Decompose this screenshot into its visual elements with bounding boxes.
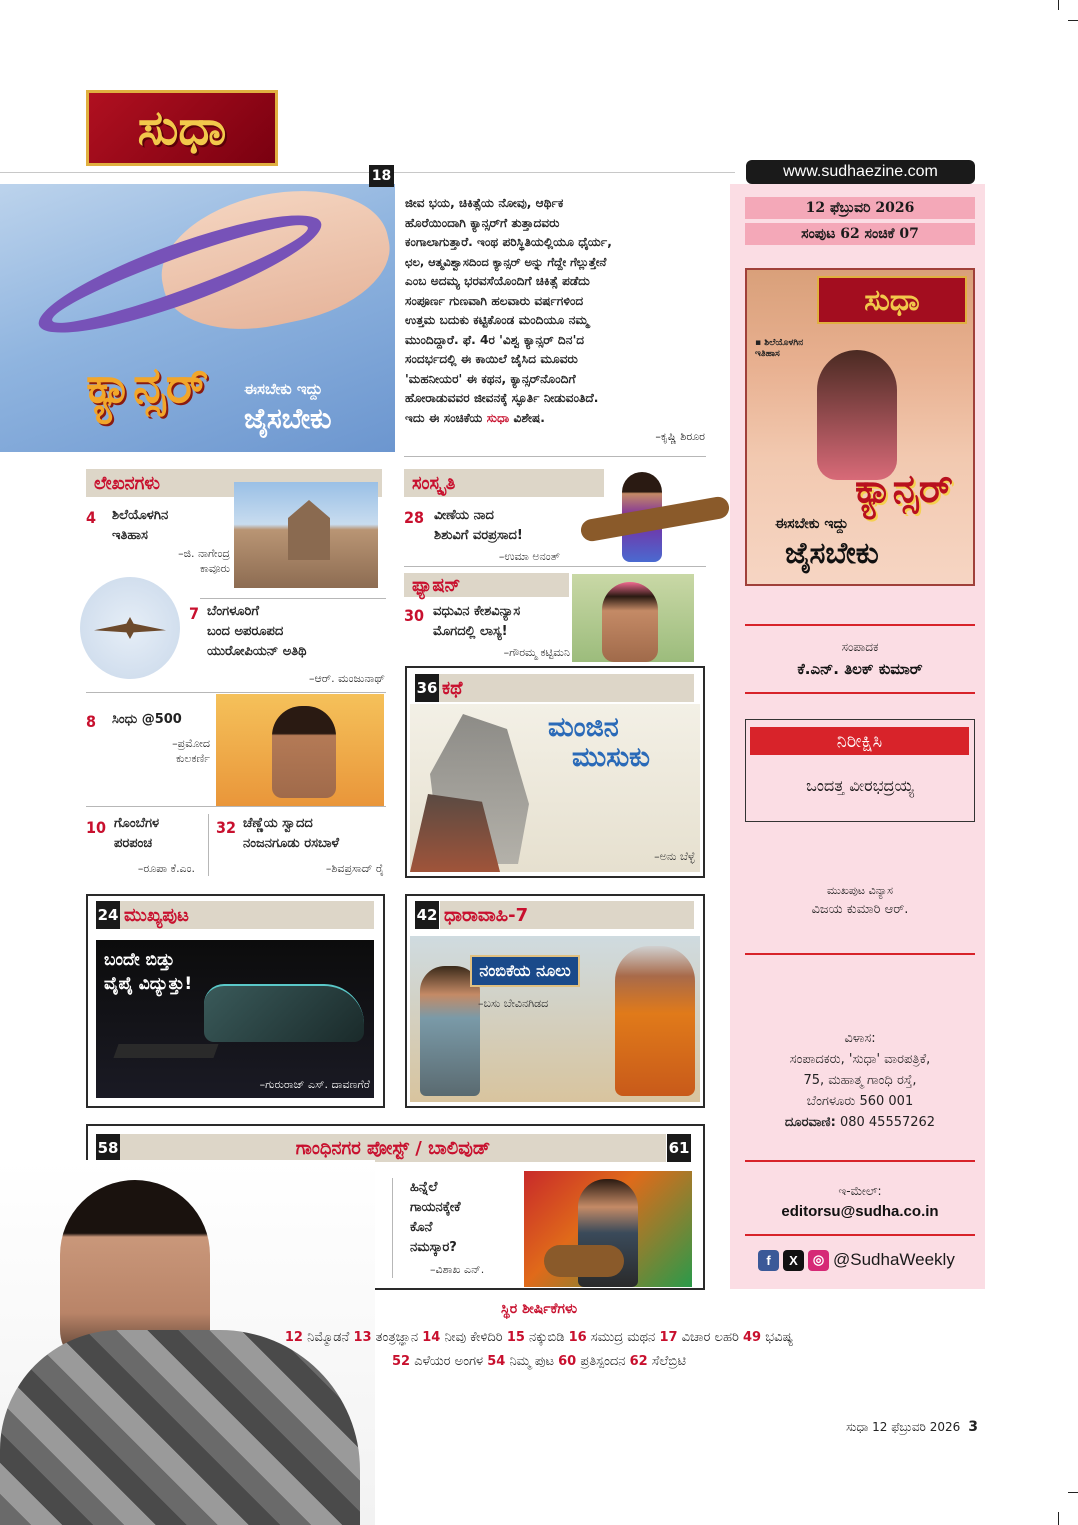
- divider: [404, 456, 706, 457]
- section-heading-serial: ಧಾರಾವಾಹಿ-7: [440, 901, 694, 929]
- intro-line: 'ಮಹನೀಯರ' ಈ ಕಥನ, ಕ್ಯಾನ್ಸರ್‌ನೊಂದಿಗೆ: [405, 371, 576, 386]
- issue-date: 12 ಫೆಬ್ರುವರಿ 2026: [745, 197, 975, 219]
- inspector-name: ಒಂದತ್ತ ವೀರಭದ್ರಯ್ಯ: [806, 776, 914, 795]
- editor-label: ಸಂಪಾದಕ: [841, 640, 879, 654]
- cover-title-line2: ಜೈಸಬೇಕು: [785, 536, 879, 571]
- article-title-line: ಬೆಂಗಳೂರಿಗೆ: [207, 604, 259, 619]
- article-title[interactable]: [112, 506, 168, 546]
- article-title[interactable]: [433, 602, 520, 642]
- sindhu-photo: [216, 694, 384, 806]
- column-page: 14: [422, 1330, 441, 1345]
- masthead-logo: [86, 90, 278, 166]
- footer-page-number: 3: [968, 1419, 978, 1435]
- sidebar-divider: [745, 1160, 975, 1162]
- divider: [200, 598, 386, 599]
- temple-shape: [274, 500, 344, 560]
- email-link[interactable]: editorsu@sudha.co.in: [781, 1203, 939, 1220]
- article-title[interactable]: [434, 506, 523, 546]
- column-name[interactable]: ತಂತ್ರಜ್ಞಾನ: [375, 1330, 419, 1345]
- column-page: 13: [353, 1330, 372, 1345]
- divider: [392, 1178, 393, 1278]
- title-line: ಕೊನೆ: [410, 1220, 433, 1235]
- article-page-number: 10: [86, 818, 107, 837]
- title-line: ಹಿನ್ನೆಲೆ: [410, 1180, 438, 1195]
- phone-label: ದೂರವಾಣಿ:: [784, 1115, 836, 1130]
- intro-text: ಇದು ಈ ಸಂಚಿಕೆಯ: [405, 410, 487, 425]
- column-name[interactable]: ನಿಮ್ಮೊಡನೆ: [307, 1330, 350, 1345]
- crop-mark: [1058, 0, 1059, 10]
- section-heading-story: ಕಥೆ: [438, 674, 694, 702]
- cover-story-title: [104, 948, 192, 996]
- column-page: 52: [391, 1354, 411, 1369]
- bird-shape: [94, 617, 166, 639]
- cover-design-name: ವಿಜಯ ಕುಮಾರಿ ಆರ್.: [811, 902, 909, 917]
- article-title[interactable]: ಸಿಂಧು @500: [112, 712, 182, 727]
- social-row: [758, 1248, 955, 1272]
- hero-feature[interactable]: [0, 184, 395, 452]
- article-author: –ಶಿವಪ್ರಸಾದ್ ರೈ: [325, 862, 384, 875]
- inspector-label: ನಿರೀಕ್ಷಿಸಿ: [750, 727, 969, 755]
- sidebar-divider: [745, 692, 975, 694]
- story-title-line2: ಮುಸುಕು: [572, 742, 650, 773]
- article-title-line: ಯುರೋಪಿಯನ್ ಅತಿಥಿ: [207, 644, 307, 659]
- article-page-number: 32: [216, 818, 237, 837]
- social-handle[interactable]: @SudhaWeekly: [833, 1250, 955, 1269]
- intro-line: ಹೊರೆಯಿಂದಾಗಿ ಕ್ಯಾನ್ಸರ್‌ಗೆ ತುತ್ತಾದವರು: [405, 215, 560, 230]
- cover-design-label: ಮುಖಪುಟ ವಿನ್ಯಾಸ: [826, 884, 894, 897]
- article-title-line: ಚೆಣ್ಣೆಯ ಸ್ವಾದದ: [243, 816, 313, 831]
- temple-photo: [234, 482, 378, 588]
- column-name[interactable]: ನಿಮ್ಮ ಪುಟ: [509, 1354, 554, 1369]
- fixed-columns-row: [0, 1330, 1078, 1345]
- title-line: ಗಾಯನಕ್ಕೇಕೆ: [410, 1200, 461, 1215]
- title-line: ವೈಪೈ ವಿದ್ಯುತ್ತು!: [104, 974, 193, 994]
- cover-title: ಕ್ಯಾನ್ಸರ್: [855, 466, 953, 512]
- author-line: –ಜಿ. ನಾಗೇಂದ್ರ: [178, 547, 230, 560]
- cinema-page-left: 58: [96, 1134, 120, 1162]
- column-name[interactable]: ಸೆಲೆಬ್ರಿಟಿ: [651, 1354, 687, 1369]
- column-name[interactable]: ನೀವು ಕೇಳಿದಿರಿ: [444, 1330, 503, 1345]
- fixed-columns-heading: ಸ್ಥಿರ ಶೀರ್ಷಿಕೆಗಳು: [500, 1301, 578, 1317]
- woman-figure: [615, 946, 695, 1096]
- charger-pad: [113, 1044, 218, 1058]
- article-page-number: 4: [86, 508, 97, 527]
- section-heading-articles: ಲೇಖನಗಳು: [86, 469, 382, 497]
- divider: [86, 806, 386, 807]
- article-title-line: ಇತಿಹಾಸ: [112, 528, 148, 543]
- serial-author: –ಬಸು ಬೇವಿನಗಿಡದ: [478, 997, 549, 1010]
- article-page-number: 8: [86, 712, 97, 731]
- article-page-number: 30: [404, 606, 425, 625]
- address-line: ಬೆಂಗಳೂರು 560 001: [806, 1094, 914, 1109]
- hero-intro: [405, 194, 705, 428]
- article-title[interactable]: [207, 602, 307, 662]
- footer-text: ಸುಧಾ 12 ಫೆಬ್ರುವರಿ 2026: [846, 1420, 961, 1434]
- guitar-shape: [544, 1245, 624, 1277]
- title-line: ನಮಸ್ಕಾರ?: [410, 1240, 457, 1255]
- author-line: ಕುಲಕರ್ಣಿ: [175, 752, 210, 765]
- intro-line: [405, 409, 705, 429]
- hero-subtitle: ಈಸಬೇಕು ಇದ್ದು: [244, 380, 323, 398]
- sidebar-divider: [745, 953, 975, 955]
- hero-page-number: 18: [369, 165, 394, 187]
- cover-logo: ಸುಧಾ: [817, 276, 967, 324]
- fixed-columns-row: [0, 1354, 1078, 1369]
- article-author: [145, 546, 230, 576]
- veena-photo: [570, 468, 740, 568]
- column-name[interactable]: ಸಮುದ್ರ ಮಥನ: [590, 1330, 656, 1345]
- intro-line: ಎಂಬ ಅದಮ್ಯ ಭರವಸೆಯೊಂದಿಗೆ ಚಿಕಿತ್ಸೆ ಪಡೆದು: [405, 274, 590, 288]
- intro-line: ಜೀವ ಭಯ, ಚಿಕಿತ್ಸೆಯ ನೋವು, ಆರ್ಥಿಕ: [405, 196, 564, 210]
- hero-title-line2: ಜೈಸಬೇಕು: [244, 402, 332, 435]
- divider: [86, 692, 386, 693]
- column-page: 54: [487, 1354, 506, 1369]
- phone-line: [745, 1112, 975, 1133]
- article-title-line: ಗೊಂಬೆಗಳ: [114, 816, 160, 831]
- player-figure: [272, 706, 336, 798]
- page-footer: [820, 1419, 978, 1435]
- intro-line: ಸಂದರ್ಭದಲ್ಲಿ ಈ ಕಾಯಿಲೆ ಜೈಸಿದ ಮೂವರು: [405, 352, 578, 366]
- website-link[interactable]: www.sudhaezine.com: [746, 160, 975, 184]
- cover-tag: ▪ ಶಿಲೆಯೊಳಗಿನ ಇತಿಹಾಸ: [755, 338, 804, 359]
- address-block: [745, 1028, 975, 1133]
- address-line: 75, ಮಹಾತ್ಮ ಗಾಂಧಿ ರಸ್ತೆ,: [803, 1073, 917, 1088]
- column-name[interactable]: ಭವಿಷ್ಯ: [765, 1330, 794, 1345]
- article-title-line: ವೀಣೆಯ ನಾದ: [434, 508, 494, 523]
- cover-thumbnail[interactable]: [745, 268, 975, 586]
- article-author: [140, 736, 210, 766]
- intro-line: ಮುಂದಿದ್ದಾರೆ. ಫೆ. 4ರ 'ವಿಶ್ವ ಕ್ಯಾನ್ಸರ್ ದಿನ'ದ: [405, 332, 585, 347]
- column-name[interactable]: ನಕ್ಕುಬಿಡಿ: [529, 1330, 565, 1345]
- phone-number: 080 45557262: [839, 1115, 936, 1130]
- intro-line: ಸಂಪೂರ್ಣ ಗುಣವಾಗಿ ಹಲವಾರು ವರ್ಷಗಳಿಂದ: [405, 293, 584, 308]
- crop-mark: [1058, 1512, 1059, 1525]
- title-line: ಬಂದೇ ಬಿಡ್ತು: [104, 950, 175, 970]
- story-author: –ಅನು ಬೆಳ್ಳೆ: [654, 850, 695, 863]
- article-title-line: ವಧುವಿನ ಕೇಶವಿನ್ಯಾಸ: [433, 604, 521, 619]
- top-divider: [0, 172, 735, 173]
- article-title[interactable]: [243, 814, 339, 854]
- editor-name: ಕೆ.ಎನ್. ತಿಲಕ್ ಕುಮಾರ್: [797, 660, 923, 678]
- facebook-icon[interactable]: f: [758, 1250, 779, 1271]
- email-label: ಇ-ಮೇಲ್:: [838, 1184, 882, 1198]
- story-page-number: 36: [415, 674, 439, 702]
- intro-brand: ಸುಧಾ: [486, 410, 510, 425]
- article-author: –ರೂಪಾ ಕೆ.ಎಂ.: [137, 862, 195, 875]
- article-page-number: 7: [189, 604, 200, 623]
- crop-mark: [1068, 1492, 1078, 1493]
- sidebar-divider: [745, 1234, 975, 1236]
- section-heading-cover-story: ಮುಖ್ಯಪುಟ: [120, 901, 374, 929]
- column-name[interactable]: ಎಳೆಯರ ಅಂಗಳ: [414, 1354, 484, 1369]
- column-page: 17: [659, 1330, 678, 1345]
- column-page: 12: [284, 1330, 303, 1345]
- issue-volume: ಸಂಪುಟ 62 ಸಂಚಿಕೆ 07: [745, 223, 975, 245]
- cinema-right-title[interactable]: [410, 1178, 461, 1258]
- intro-line: ಛಲ, ಆತ್ಮವಿಶ್ವಾಸದಿಂದ ಕ್ಯಾನ್ಸರ್ ಅನ್ನು ಗೆದ್ದೇ ಗೆಲ್ಲುತ್ತೇನೆ: [405, 254, 607, 269]
- column-name[interactable]: ಪ್ರತಿಸ್ಪಂದನ: [580, 1354, 626, 1369]
- article-title-line: ಶಿಲೆಯೊಳಗಿನ: [112, 508, 169, 523]
- column-page: 16: [568, 1330, 587, 1345]
- column-name[interactable]: ವಿಚಾರ ಲಹರಿ: [681, 1330, 739, 1345]
- article-page-number: 28: [404, 508, 425, 527]
- hero-title: ಕ್ಯಾನ್ಸರ್: [86, 356, 209, 414]
- article-title-line: ನಂಜನಗೂಡು ರಸಬಾಳೆ: [243, 836, 340, 851]
- intro-text: ವಿಶೇಷ.: [509, 410, 545, 425]
- divider: [404, 566, 706, 567]
- article-author: –ಗೌರಮ್ಮ ಕಟ್ಟಿಮನಿ: [503, 646, 570, 659]
- sidebar-divider: [745, 624, 975, 626]
- article-title-line: ಶಿಶುವಿಗೆ ವರಪ್ರಸಾದ!: [434, 528, 523, 543]
- section-heading-cinema: ಗಾಂಧಿನಗರ ಪೋಸ್ಟ್ / ಬಾಲಿವುಡ್: [120, 1134, 666, 1162]
- story-title: ಮಂಜಿನ: [548, 712, 619, 743]
- section-heading-fashion: ಫ್ಯಾಷನ್: [404, 573, 569, 597]
- cover-figure: [817, 350, 897, 480]
- article-author: –ಉಮಾ ಅನಂತ್: [498, 550, 560, 563]
- article-title[interactable]: [114, 814, 159, 854]
- instagram-icon[interactable]: ◎: [808, 1250, 829, 1271]
- column-page: 60: [558, 1354, 577, 1369]
- serial-title: ನಂಬಿಕೆಯ ನೂಲು: [470, 955, 580, 987]
- article-title-line: ಬಂದ ಅಪರೂಪದ: [207, 624, 284, 639]
- intro-line: ಉತ್ತಮ ಬದುಕು ಕಟ್ಟಿಕೊಂಡ ಮಂದಿಯೂ ನಮ್ಮ: [405, 313, 589, 327]
- serial-page-number: 42: [415, 901, 439, 929]
- x-icon[interactable]: X: [783, 1250, 804, 1271]
- column-page: 49: [742, 1330, 762, 1345]
- column-page: 15: [506, 1330, 525, 1345]
- cover-subtitle: ಈಸಬೇಕು ಇದ್ದು: [775, 516, 849, 532]
- cover-story-page-number: 24: [96, 901, 120, 929]
- divider: [208, 814, 209, 876]
- section-heading-culture: ಸಂಸ್ಕೃತಿ: [404, 469, 604, 497]
- cinema-page-right: 61: [667, 1134, 691, 1162]
- author-line: –ಪ್ರಮೋದ: [172, 737, 210, 750]
- singer-photo: [524, 1171, 692, 1287]
- cover-story-author: –ಗುರುರಾಜ್ ಎಸ್. ದಾವಣಗೆರೆ: [259, 1078, 370, 1091]
- logo-text: ಸುಧಾ: [137, 99, 227, 156]
- intro-line: ಕಂಗಾಲಾಗುತ್ತಾರೆ. ಇಂಥ ಪರಿಸ್ಥಿತಿಯಲ್ಲಿಯೂ ಧೈರ್ಯ,: [405, 235, 612, 249]
- hero-author: –ಕೃಷ್ಣಿ ಶಿರೂರ: [655, 430, 705, 443]
- car-shape: [204, 984, 364, 1042]
- crop-mark: [1068, 20, 1078, 21]
- bird-photo: [80, 577, 180, 679]
- article-title-line: ಪರಪಂಚ: [114, 836, 153, 851]
- address-line: ಸಂಪಾದಕರು, 'ಸುಧಾ' ವಾರಪತ್ರಿಕೆ,: [789, 1052, 931, 1067]
- bride-photo: [572, 574, 694, 662]
- bride-figure: [602, 582, 658, 662]
- article-author: –ಆರ್. ಮಂಜುನಾಥ್: [308, 672, 385, 685]
- author-line: ಕಾವೂರು: [199, 562, 230, 575]
- intro-line: ಹೋರಾಡುವವರ ಜೀವನಕ್ಕೆ ಸ್ಫೂರ್ತಿ ನೀಡುವಂತಿದೆ.: [405, 391, 599, 405]
- article-title-line: ಮೊಗದಲ್ಲಿ ಲಾಸ್ಯ!: [433, 624, 508, 639]
- address-label: ವಿಳಾಸ:: [844, 1031, 876, 1046]
- column-page: 62: [629, 1354, 648, 1369]
- cinema-right-author: –ವಿಶಾಖ ಎನ್.: [430, 1263, 485, 1276]
